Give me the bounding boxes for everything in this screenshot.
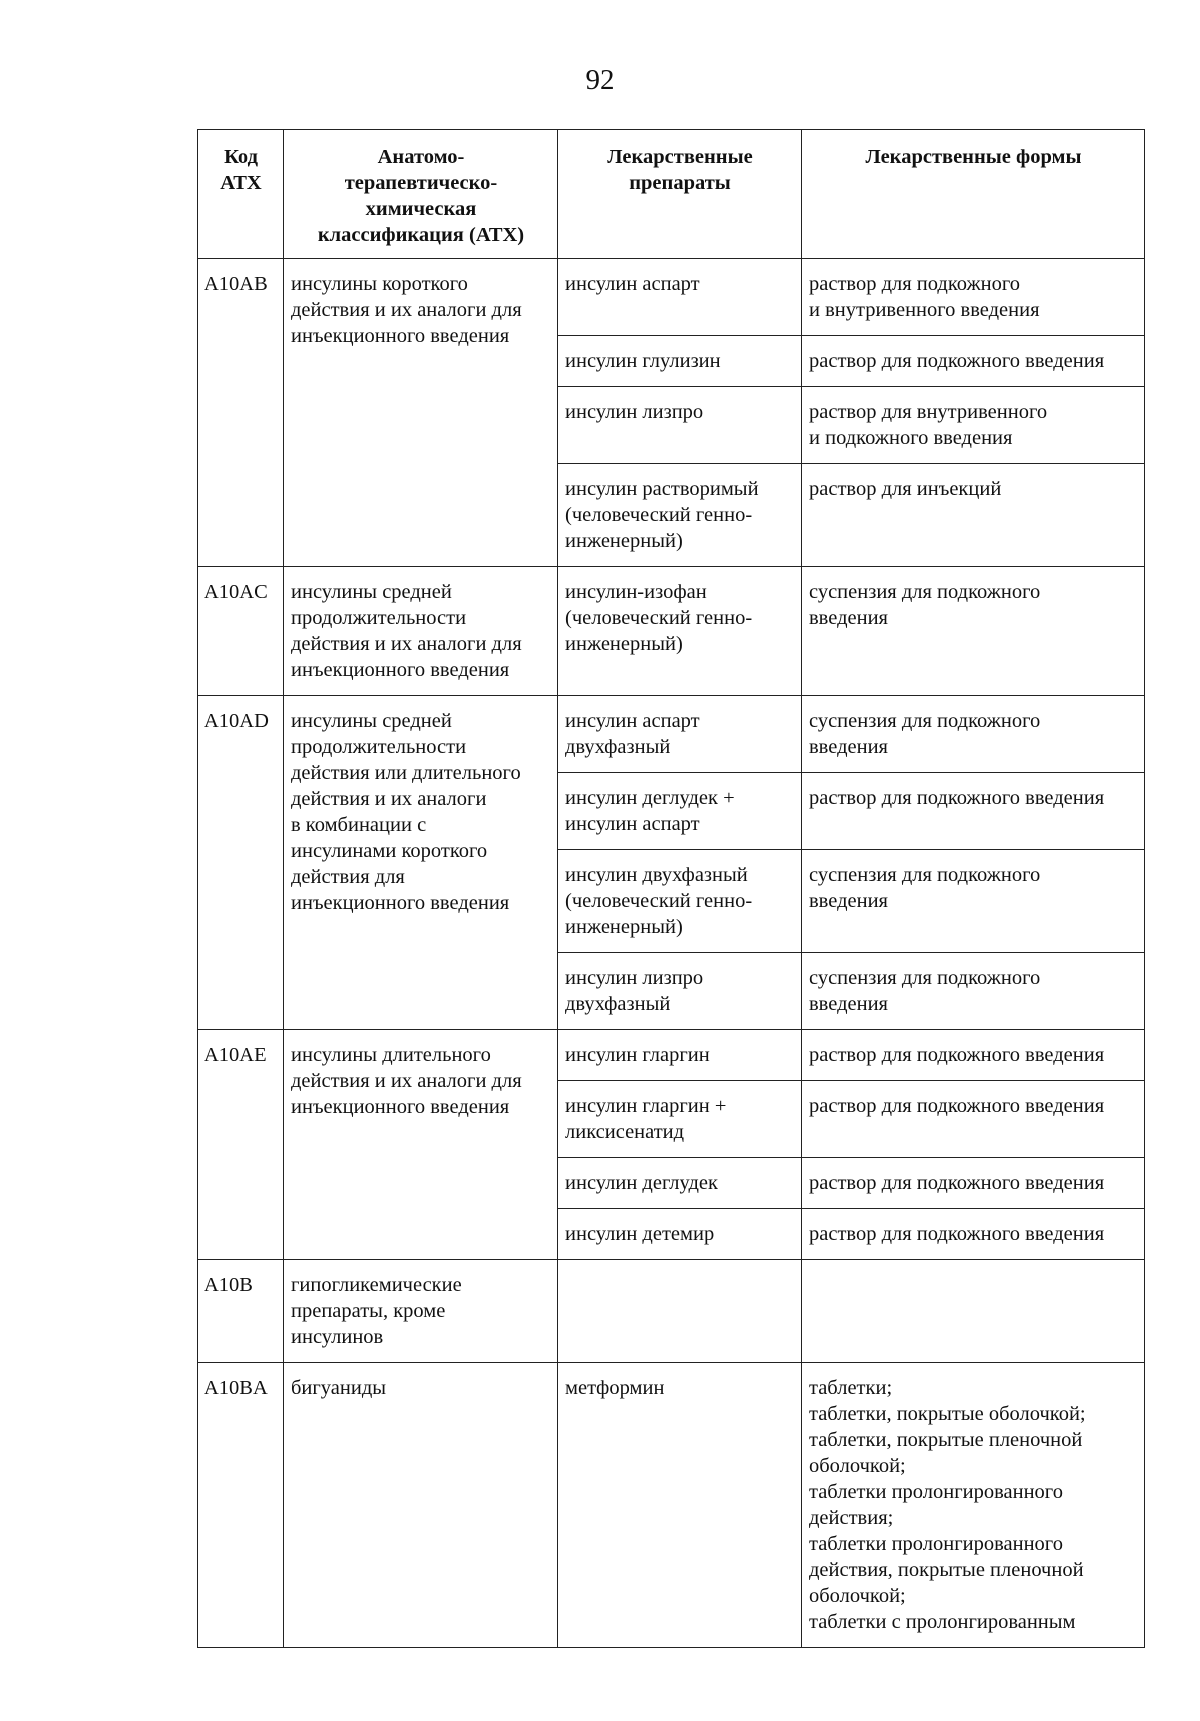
table-row xyxy=(198,567,1145,696)
dosage-form-cell: суспензия для подкожного введения xyxy=(802,850,1145,953)
dosage-form-cell: раствор для подкожного и внутривенного введения xyxy=(802,259,1145,336)
drug-name-cell: инсулин лизпро двухфазный xyxy=(558,953,802,1030)
table-row xyxy=(198,1260,1145,1363)
table-row xyxy=(198,259,1145,336)
dosage-form-cell: раствор для подкожного введения xyxy=(802,1209,1145,1260)
drug-name-cell: инсулин глулизин xyxy=(558,336,802,387)
dosage-form-cell: раствор для подкожного введения xyxy=(802,773,1145,850)
dosage-form-cell: раствор для подкожного введения xyxy=(802,336,1145,387)
table-body xyxy=(198,259,1145,1648)
classification-cell: бигуаниды xyxy=(284,1363,558,1648)
drug-name-cell: инсулин аспарт двухфазный xyxy=(558,696,802,773)
table-header-row xyxy=(198,130,1145,259)
drug-name-cell: метформин xyxy=(558,1363,802,1648)
dosage-form-cell: раствор для подкожного введения xyxy=(802,1030,1145,1081)
drug-name-cell xyxy=(558,1260,802,1363)
table-row xyxy=(198,1030,1145,1081)
dosage-form-cell: таблетки; таблетки, покрытые оболочкой; таблетки, покрытые пленочной оболочкой; таблетки пролонгированного действия; таблетки пролонгированного действия, покрытые пленочной оболочкой; таблетки с пролонгированным xyxy=(802,1363,1145,1648)
drug-name-cell: инсулин гларгин xyxy=(558,1030,802,1081)
drug-name-cell: инсулин аспарт xyxy=(558,259,802,336)
dosage-form-cell: раствор для внутривенного и подкожного введения xyxy=(802,387,1145,464)
atx-code-cell: A10BA xyxy=(198,1363,284,1648)
dosage-form-cell: суспензия для подкожного введения xyxy=(802,696,1145,773)
classification-cell: инсулины средней продолжительности действия и их аналоги для инъекционного введения xyxy=(284,567,558,696)
dosage-form-cell: раствор для инъекций xyxy=(802,464,1145,567)
drug-name-cell: инсулин детемир xyxy=(558,1209,802,1260)
classification-cell: инсулины короткого действия и их аналоги для инъекционного введения xyxy=(284,259,558,567)
table-row xyxy=(198,1363,1145,1648)
drug-name-cell: инсулин-изофан (человеческий генно- инженерный) xyxy=(558,567,802,696)
drug-name-cell: инсулин лизпро xyxy=(558,387,802,464)
drug-name-cell: инсулин деглудек + инсулин аспарт xyxy=(558,773,802,850)
atx-drug-table xyxy=(197,129,1145,1648)
atx-code-cell: A10AC xyxy=(198,567,284,696)
header-forms: Лекарственные формы xyxy=(802,130,1145,259)
classification-cell: инсулины длительного действия и их аналоги для инъекционного введения xyxy=(284,1030,558,1260)
dosage-form-cell: суспензия для подкожного введения xyxy=(802,567,1145,696)
atx-code-cell: A10AB xyxy=(198,259,284,567)
drug-name-cell: инсулин двухфазный (человеческий генно- инженерный) xyxy=(558,850,802,953)
dosage-form-cell xyxy=(802,1260,1145,1363)
header-code: Код АТХ xyxy=(198,130,284,259)
drug-name-cell: инсулин деглудек xyxy=(558,1158,802,1209)
dosage-form-cell: суспензия для подкожного введения xyxy=(802,953,1145,1030)
classification-cell: инсулины средней продолжительности действия или длительного действия и их аналоги в комбинации с инсулинами короткого действия для инъекционного введения xyxy=(284,696,558,1030)
drug-name-cell: инсулин гларгин + ликсисенатид xyxy=(558,1081,802,1158)
header-drugs: Лекарственные препараты xyxy=(558,130,802,259)
classification-cell: гипогликемические препараты, кроме инсулинов xyxy=(284,1260,558,1363)
dosage-form-cell: раствор для подкожного введения xyxy=(802,1081,1145,1158)
atx-code-cell: A10AE xyxy=(198,1030,284,1260)
atx-code-cell: A10B xyxy=(198,1260,284,1363)
dosage-form-cell: раствор для подкожного введения xyxy=(802,1158,1145,1209)
drug-name-cell: инсулин растворимый (человеческий генно- инженерный) xyxy=(558,464,802,567)
header-classification: Анатомо- терапевтическо- химическая классификация (АТХ) xyxy=(284,130,558,259)
atx-code-cell: A10AD xyxy=(198,696,284,1030)
page-number: 92 xyxy=(585,64,615,96)
table-row xyxy=(198,696,1145,773)
